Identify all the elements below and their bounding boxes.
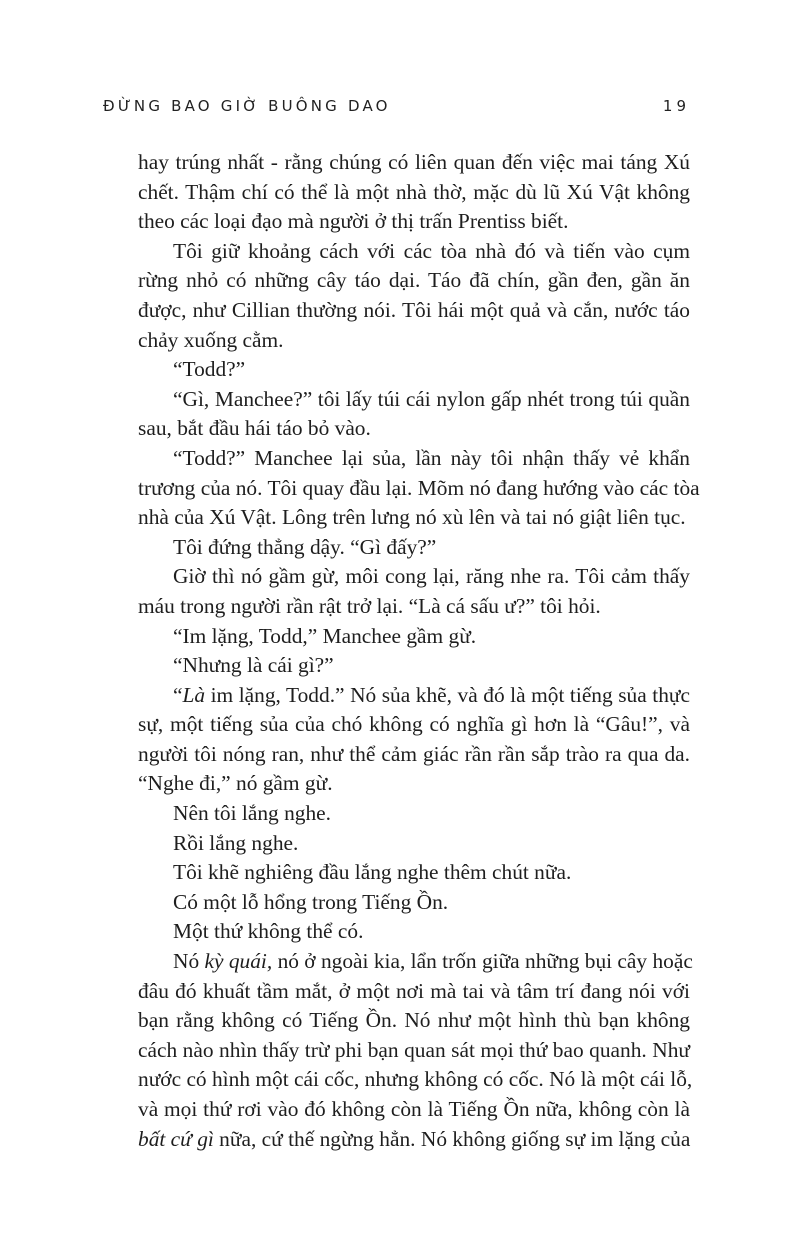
text-line [103, 385, 690, 415]
text-run: “Todd?” Manchee lại sủa, lần này tôi nhận thấy vẻ khẩn [173, 445, 690, 470]
text-run: máu trong người rần rật trở lại. “Là cá sấu ư?” tôi hỏi. [138, 593, 601, 618]
text-run: người tôi nóng ran, như thể cảm giác rần rần sắp trào ra qua da. [138, 741, 690, 766]
text-line [103, 977, 690, 1007]
text-run: Tôi giữ khoảng cách với các tòa nhà đó và tiến vào cụm [173, 238, 690, 263]
text-line [103, 474, 700, 504]
text-run: trương của nó. Tôi quay đầu lại. Mõm nó đang hướng vào các tòa [138, 475, 700, 500]
text-line [103, 1006, 690, 1036]
text-run: và mọi thứ rơi vào đó không còn là Tiếng Ồn nữa, không còn là [138, 1097, 690, 1121]
text-line [103, 562, 690, 592]
italic-text: bất cứ gì [138, 1126, 214, 1151]
text-line [103, 178, 690, 208]
text-run: chết. Thậm chí có thể là một nhà thờ, mặc dù lũ Xú Vật không [138, 179, 690, 204]
text-run: bạn rằng không có Tiếng Ồn. Nó như một hình thù bạn không [138, 1008, 690, 1033]
text-line [103, 1036, 690, 1066]
text-run: “Nhưng là cái gì?” [173, 653, 334, 678]
paragraph [103, 888, 690, 918]
paragraph [103, 237, 690, 355]
text-run: theo các loại đạo mà người ở thị trấn Prentiss biết. [138, 209, 569, 234]
text-line [103, 681, 690, 711]
text-line [103, 799, 690, 829]
text-run: im lặng, Todd.” Nó sủa khẽ, và đó là một tiếng sủa thực [205, 682, 690, 707]
paragraph [103, 829, 690, 859]
text-line [103, 947, 693, 977]
text-line [103, 1125, 690, 1155]
paragraph [103, 533, 690, 563]
body-text [103, 148, 700, 1154]
paragraph [103, 799, 690, 829]
text-line [103, 829, 690, 859]
text-line [103, 622, 690, 652]
text-run: Nó [173, 949, 205, 974]
text-line [103, 917, 690, 947]
text-line [103, 740, 690, 770]
text-run: nước có hình một cái cốc, nhưng không có cốc. Nó là một cái lỗ, [138, 1067, 693, 1092]
text-run: được, như Cillian thường nói. Tôi hái một quả và cắn, nước táo [138, 297, 690, 322]
text-line [103, 237, 690, 267]
text-line [103, 207, 690, 237]
italic-text: kỳ quái, [204, 949, 273, 974]
text-run: Rồi lắng nghe. [173, 830, 299, 855]
paragraph [103, 858, 690, 888]
text-run: nhà của Xú Vật. Lông trên lưng nó xù lên và tai nó giật liên tục. [138, 505, 686, 530]
text-line [103, 326, 690, 356]
text-run: Một thứ không thể có. [173, 919, 364, 944]
text-run: “ [173, 682, 183, 707]
text-line [103, 858, 690, 888]
text-line [103, 1065, 693, 1095]
page-number: 19 [662, 97, 690, 115]
paragraph [103, 651, 690, 681]
text-run: “Gì, Manchee?” tôi lấy túi cái nylon gấp nhét trong túi quần [173, 386, 690, 411]
text-line [103, 592, 690, 622]
text-run: nữa, cứ thế ngừng hẳn. Nó không giống sự im lặng của [213, 1126, 691, 1151]
text-run: “Todd?” [173, 357, 246, 382]
text-run: hay trúng nhất - rằng chúng có liên quan đến việc mai táng Xú [138, 150, 690, 174]
text-run: Giờ thì nó gầm gừ, môi cong lại, răng nhe ra. Tôi cảm thấy [173, 564, 690, 589]
paragraph [103, 355, 690, 385]
text-run: “Nghe đi,” nó gầm gừ. [138, 771, 333, 796]
italic-text: Là [182, 682, 206, 707]
text-line [103, 503, 690, 533]
text-run: “Im lặng, Todd,” Manchee gầm gừ. [173, 623, 477, 648]
paragraph [103, 148, 690, 237]
text-run: nó ở ngoài kia, lẩn trốn giữa những bụi cây hoặc [272, 949, 693, 974]
text-line [103, 414, 690, 444]
paragraph [103, 562, 690, 621]
text-line [103, 651, 690, 681]
paragraph [103, 917, 690, 947]
text-run: rừng nhỏ có những cây táo dại. Táo đã chín, gần đen, gần ăn [138, 268, 690, 293]
text-run: Tôi đứng thẳng dậy. “Gì đấy?” [173, 534, 437, 559]
text-line [103, 296, 690, 326]
text-line [103, 1095, 690, 1125]
text-run: sau, bắt đầu hái táo bỏ vào. [138, 416, 371, 441]
text-run: cách nào nhìn thấy trừ phi bạn quan sát mọi thứ bao quanh. Như [138, 1037, 690, 1062]
text-run: chảy xuống cằm. [138, 327, 284, 352]
text-line [103, 888, 690, 918]
text-run: Có một lỗ hổng trong Tiếng Ồn. [173, 889, 449, 914]
text-line [103, 148, 690, 178]
paragraph [103, 385, 690, 444]
text-run: Tôi khẽ nghiêng đầu lắng nghe thêm chút nữa. [173, 860, 572, 885]
paragraph [103, 681, 690, 799]
text-line [103, 769, 690, 799]
book-title: ĐỪNG BAO GIỜ BUÔNG DAO [103, 97, 391, 115]
text-line [103, 710, 690, 740]
running-header [103, 94, 690, 118]
text-run: đâu đó khuất tầm mắt, ở một nơi mà tai và tâm trí đang nói với [138, 978, 690, 1003]
paragraph [103, 947, 693, 1154]
text-run: Nên tôi lắng nghe. [173, 801, 332, 826]
text-line [103, 266, 690, 296]
text-line [103, 533, 690, 563]
text-line [103, 355, 690, 385]
paragraph [103, 622, 690, 652]
paragraph [103, 444, 700, 533]
text-line [103, 444, 690, 474]
text-run: sự, một tiếng sủa của chó không có nghĩa gì hơn là “Gâu!”, và [138, 712, 690, 737]
